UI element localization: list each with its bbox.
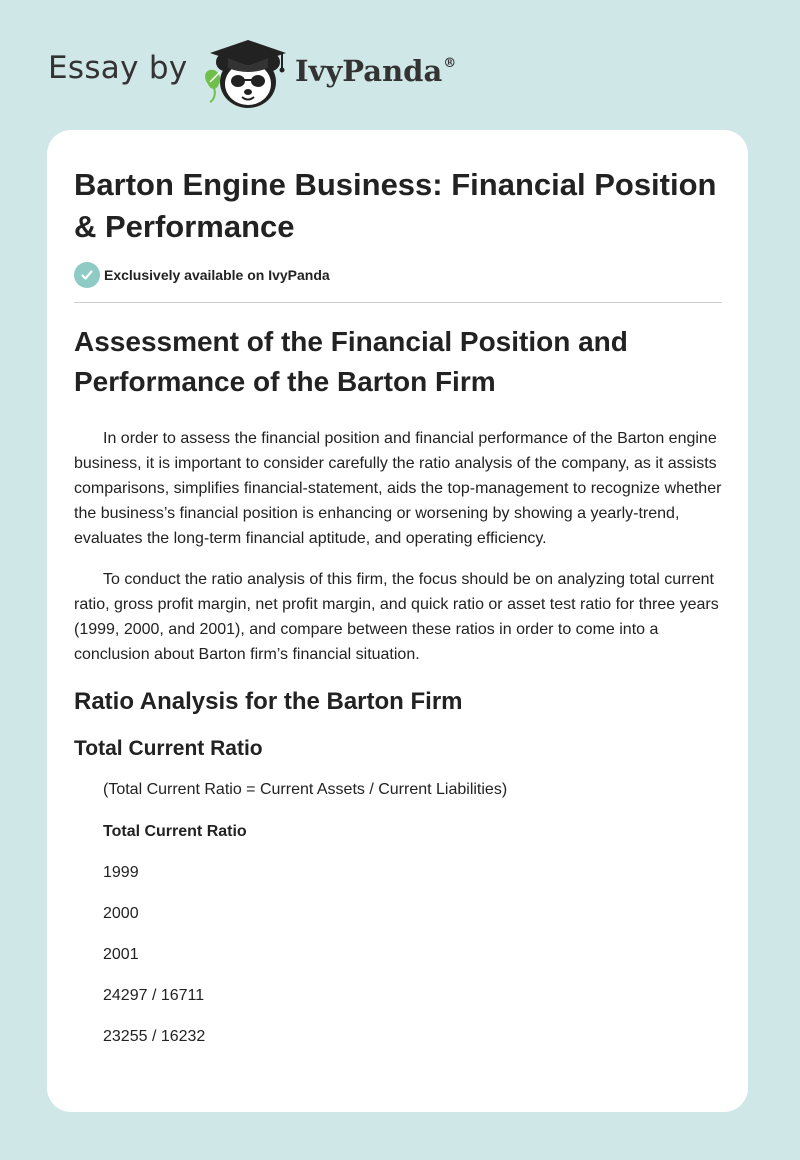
paragraph: In order to assess the financial position and financial performance of the Barton engine business, it is important to consider carefully the ratio analysis of the company, as it assists comparisons, simplifies financial-statement, aids the top-management to recognize whether the business’s financial position is enhancing or worsening by showing a yearly-trend, evaluates the long-term financial aptitude, and operating efficiency. [74,430,722,547]
article-body [74,322,722,1049]
table-header: Total Current Ratio [103,823,247,840]
page-title: Barton Engine Business: Financial Position & Performance [74,167,717,244]
table-cell: 23255 / 16232 [103,1028,206,1045]
subsubheading: Total Current Ratio [74,737,263,760]
table-cell: 1999 [103,864,139,881]
check-circle-icon [74,262,100,288]
exclusive-badge [74,262,330,288]
section-heading: Assessment of the Financial Position and Performance of the Barton Firm [74,326,628,397]
brand-text: IvyPanda [295,54,443,88]
subheading: Ratio Analysis for the Barton Firm [74,688,463,715]
panda-logo-icon[interactable] [200,36,292,112]
table-cell: 2001 [103,946,139,963]
table-cell: 2000 [103,905,139,922]
ratio-formula: (Total Current Ratio = Current Assets / Current Liabilities) [103,781,508,798]
paragraph: To conduct the ratio analysis of this firm, the focus should be on analyzing total current ratio, gross profit margin, net profit margin, and quick ratio or asset test ratio for three years (1999, 2000, and 2001), and compare between these ratios in order to come into a conclusion about Barton firm’s financial situation. [74,571,719,663]
essay-card [47,130,748,1112]
essay-by-label: Essay by [48,50,188,86]
exclusive-badge-text: Exclusively available on IvyPanda [104,267,330,283]
divider [74,302,722,303]
registered-mark: ® [443,56,457,71]
brand-name[interactable] [295,54,455,88]
site-header [0,0,800,120]
table-cell: 24297 / 16711 [103,987,205,1004]
